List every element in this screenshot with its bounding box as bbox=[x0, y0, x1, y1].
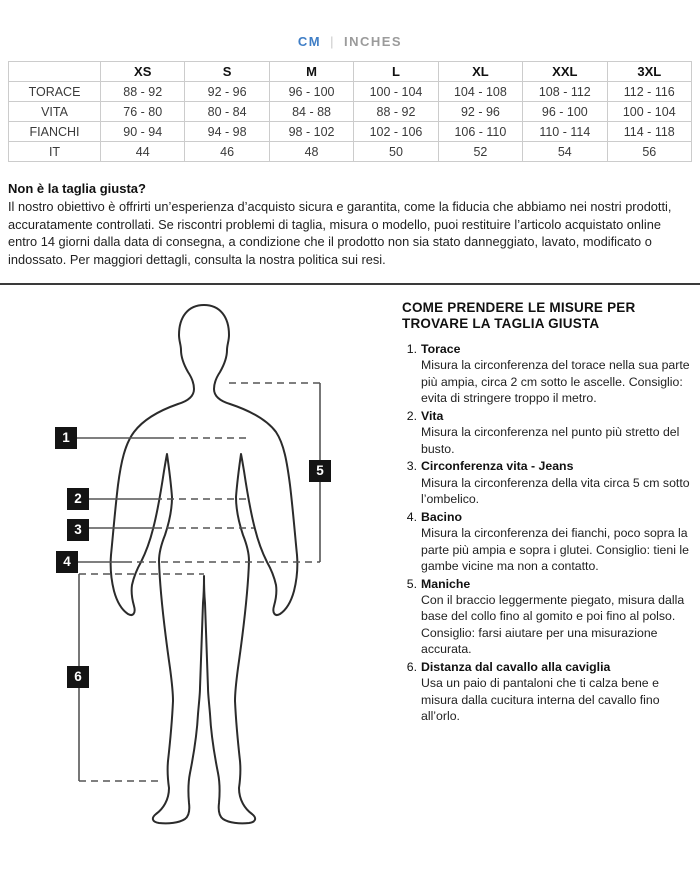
guide-item-title: Distanza dal cavallo alla caviglia bbox=[421, 659, 611, 674]
size-table bbox=[8, 61, 692, 162]
measure-guide-list bbox=[402, 341, 698, 725]
cell-it-l: 50 bbox=[354, 142, 438, 162]
tab-inches[interactable]: INCHES bbox=[343, 34, 403, 49]
cell-vita-3xl: 100 - 104 bbox=[607, 102, 691, 122]
it-standard-selector[interactable]: IT bbox=[9, 142, 101, 162]
guide-item-number: 4. bbox=[406, 509, 417, 524]
cell-it-3xl: 56 bbox=[607, 142, 691, 162]
cell-fianchi-l: 102 - 106 bbox=[354, 122, 438, 142]
guide-item-vita bbox=[402, 408, 698, 457]
col-header-l: L bbox=[354, 62, 438, 82]
table-row-torace bbox=[9, 82, 692, 102]
cell-torace-xs: 88 - 92 bbox=[101, 82, 185, 102]
guide-item-title: Torace bbox=[421, 341, 461, 356]
guide-item-number: 5. bbox=[406, 576, 417, 591]
cell-it-m: 48 bbox=[269, 142, 353, 162]
cell-torace-s: 92 - 96 bbox=[185, 82, 269, 102]
guide-item-description: Usa un paio di pantaloni che ti calza bene e misura dalla cucitura interna del cavallo fino all’orlo. bbox=[421, 676, 660, 724]
guide-item-number: 6. bbox=[406, 659, 417, 674]
table-row-fianchi bbox=[9, 122, 692, 142]
col-header-m: M bbox=[269, 62, 353, 82]
cell-fianchi-xl: 106 - 110 bbox=[438, 122, 522, 142]
col-header-3xl: 3XL bbox=[607, 62, 691, 82]
measure-guide bbox=[402, 300, 698, 726]
diagram-marker-4: 4 bbox=[56, 551, 78, 573]
cell-vita-xs: 76 - 80 bbox=[101, 102, 185, 122]
cell-it-s: 46 bbox=[185, 142, 269, 162]
size-table-header-row bbox=[9, 62, 692, 82]
guide-item-title: Vita bbox=[421, 408, 444, 423]
table-row-it bbox=[9, 142, 692, 162]
row-label-fianchi: FIANCHI bbox=[9, 122, 101, 142]
cell-torace-xl: 104 - 108 bbox=[438, 82, 522, 102]
diagram-marker-6: 6 bbox=[67, 666, 89, 688]
return-policy-body: Il nostro obiettivo è offrirti un’esperienza d’acquisto sicura e garantita, come la fiducia che abbiamo nei nostri prodotti, accuratamente controllati. Se riscontri problemi di taglia, misura o modello, puoi restituire l’articolo acquistato online entro 14 giorni dalla data di consegna, a condizione che il prodotto non sia stato danneggiato, lavato, modificato o indossato. Per maggiori dettagli, consulta la nostra politica sui resi. bbox=[8, 199, 672, 267]
guide-item-description: Misura la circonferenza del torace nella sua parte più ampia, circa 2 cm sotto le ascelle. Consiglio: evita di stringere troppo il metro. bbox=[421, 358, 690, 406]
col-header-xxl: XXL bbox=[523, 62, 607, 82]
tab-separator: | bbox=[330, 34, 335, 49]
guide-item-description: Con il braccio leggermente piegato, misura dalla base del collo fino al gomito e poi fino al polso. Consiglio: farsi aiutare per una misurazione accurata. bbox=[421, 592, 685, 657]
col-header-xs: XS bbox=[101, 62, 185, 82]
cell-torace-xxl: 108 - 112 bbox=[523, 82, 607, 102]
col-header-xl: XL bbox=[438, 62, 522, 82]
cell-fianchi-m: 98 - 102 bbox=[269, 122, 353, 142]
tab-cm[interactable]: CM bbox=[297, 34, 322, 49]
table-row-vita bbox=[9, 102, 692, 122]
diagram-marker-1: 1 bbox=[55, 427, 77, 449]
unit-switcher bbox=[0, 34, 700, 49]
cell-vita-m: 84 - 88 bbox=[269, 102, 353, 122]
guide-item-description: Misura la circonferenza nel punto più stretto del busto. bbox=[421, 425, 680, 456]
guide-item-description: Misura la circonferenza della vita circa 5 cm sotto l’ombelico. bbox=[421, 475, 690, 507]
guide-item-number: 2. bbox=[406, 408, 417, 423]
guide-item-number: 3. bbox=[406, 459, 417, 474]
guide-item-number: 1. bbox=[406, 341, 417, 356]
section-divider bbox=[0, 283, 700, 285]
cell-vita-l: 88 - 92 bbox=[354, 102, 438, 122]
cell-vita-s: 80 - 84 bbox=[185, 102, 269, 122]
cell-vita-xl: 92 - 96 bbox=[438, 102, 522, 122]
cell-vita-xxl: 96 - 100 bbox=[523, 102, 607, 122]
diagram-marker-5: 5 bbox=[309, 460, 331, 482]
cell-it-xs: 44 bbox=[101, 142, 185, 162]
row-label-torace: TORACE bbox=[9, 82, 101, 102]
guide-item-torace bbox=[402, 341, 698, 407]
guide-item-maniche bbox=[402, 576, 698, 658]
cell-fianchi-xs: 90 - 94 bbox=[101, 122, 185, 142]
col-header-empty bbox=[9, 62, 101, 82]
guide-item-title: Maniche bbox=[421, 576, 471, 591]
cell-fianchi-3xl: 114 - 118 bbox=[607, 122, 691, 142]
return-policy-title: Non è la taglia giusta? bbox=[8, 181, 146, 196]
guide-item-title: Bacino bbox=[421, 509, 462, 524]
guide-item-title: Circonferenza vita - Jeans bbox=[421, 459, 574, 474]
guide-item-circonferenza-vita-jeans bbox=[402, 458, 698, 507]
cell-fianchi-s: 94 - 98 bbox=[185, 122, 269, 142]
measurement-line-6 bbox=[79, 574, 204, 781]
cell-it-xxl: 54 bbox=[523, 142, 607, 162]
measure-guide-title: COME PRENDERE LE MISURE PER TROVARE LA TAGLIA GIUSTA bbox=[402, 300, 636, 332]
diagram-marker-3: 3 bbox=[67, 519, 89, 541]
cell-torace-m: 96 - 100 bbox=[269, 82, 353, 102]
guide-item-bacino bbox=[402, 509, 698, 575]
guide-item-description: Misura la circonferenza dei fianchi, poco sopra la parte più ampia e sopra i glutei. Consiglio: tieni le gambe vicine ma non a contatto. bbox=[421, 526, 689, 574]
cell-it-xl: 52 bbox=[438, 142, 522, 162]
guide-item-distanza-cavallo-caviglia bbox=[402, 659, 698, 725]
cell-fianchi-xxl: 110 - 114 bbox=[523, 122, 607, 142]
col-header-s: S bbox=[185, 62, 269, 82]
cell-torace-3xl: 112 - 116 bbox=[607, 82, 691, 102]
cell-torace-l: 100 - 104 bbox=[354, 82, 438, 102]
row-label-vita: VITA bbox=[9, 102, 101, 122]
diagram-marker-2: 2 bbox=[67, 488, 89, 510]
body-diagram-svg bbox=[0, 295, 395, 865]
